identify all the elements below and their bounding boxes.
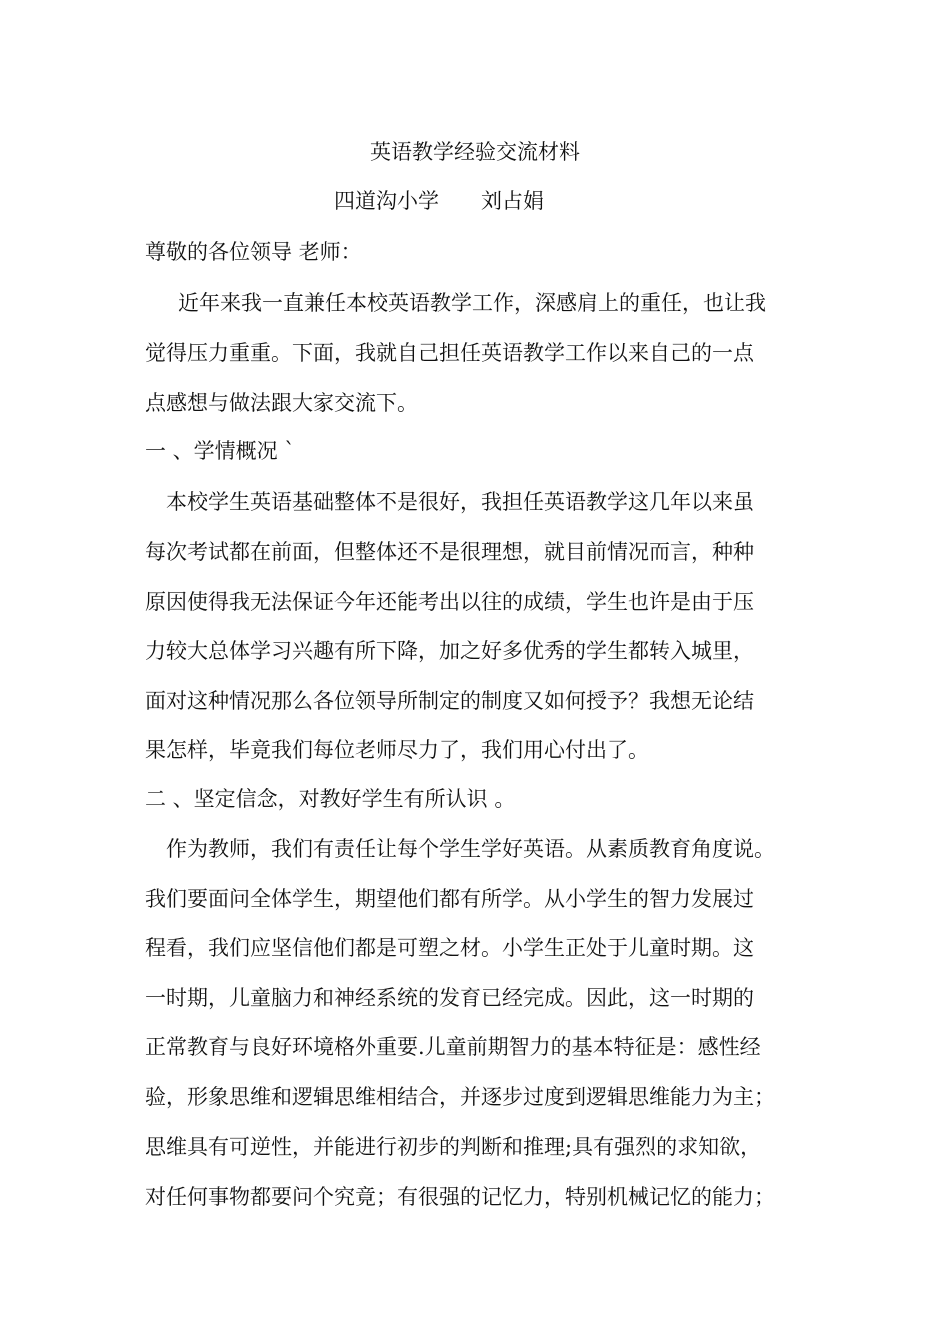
paragraph-line: 对任何事物都要问个究竟；有很强的记忆力，特别机械记忆的能力； [145,1185,775,1209]
paragraph-line: 面对这种情况那么各位领导所制定的制度又如何授予？我想无论结 [145,689,754,713]
section-heading: 一 、学情概况 ` [145,439,295,463]
paragraph-line: 每次考试都在前面，但整体还不是很理想，就目前情况而言，种种 [145,540,754,564]
intro-line: 点感想与做法跟大家交流下。 [145,391,418,415]
paragraph-line: 正常教育与良好环境格外重要.儿童前期智力的基本特征是：感性经 [145,1035,761,1059]
author-byline: 四道沟小学 刘占娟 [334,189,544,213]
salutation: 尊敬的各位领导 老师： [145,240,362,264]
paragraph-line: 原因使得我无法保证今年还能考出以往的成绩，学生也许是由于压 [145,590,754,614]
paragraph-line: 力较大总体学习兴趣有所下降，加之好多优秀的学生都转入城里， [145,639,754,663]
intro-line: 觉得压力重重。下面，我就自己担任英语教学工作以来自己的一点 [145,341,754,365]
document-title: 英语教学经验交流材料 [370,140,580,164]
paragraph-line: 程看，我们应坚信他们都是可塑之材。小学生正处于儿童时期。这 [145,936,754,960]
paragraph-line: 思维具有可逆性，并能进行初步的判断和推理;具有强烈的求知欲， [145,1135,762,1159]
paragraph-line: 作为教师，我们有责任让每个学生学好英语。从素质教育角度说。 [166,837,775,861]
paragraph-line: 一时期，儿童脑力和神经系统的发育已经完成。因此，这一时期的 [145,986,754,1010]
paragraph-line: 我们要面问全体学生，期望他们都有所学。从小学生的智力发展过 [145,887,754,911]
paragraph-line: 本校学生英语基础整体不是很好，我担任英语教学这几年以来虽 [166,490,754,514]
intro-line: 近年来我一直兼任本校英语教学工作，深感肩上的重任，也让我 [178,291,766,315]
paragraph-line: 果怎样，毕竟我们每位老师尽力了，我们用心付出了。 [145,738,649,762]
section-heading: 二 、坚定信念，对教好学生有所认识 。 [145,787,516,811]
paragraph-line: 验，形象思维和逻辑思维相结合，并逐步过度到逻辑思维能力为主； [145,1085,775,1109]
